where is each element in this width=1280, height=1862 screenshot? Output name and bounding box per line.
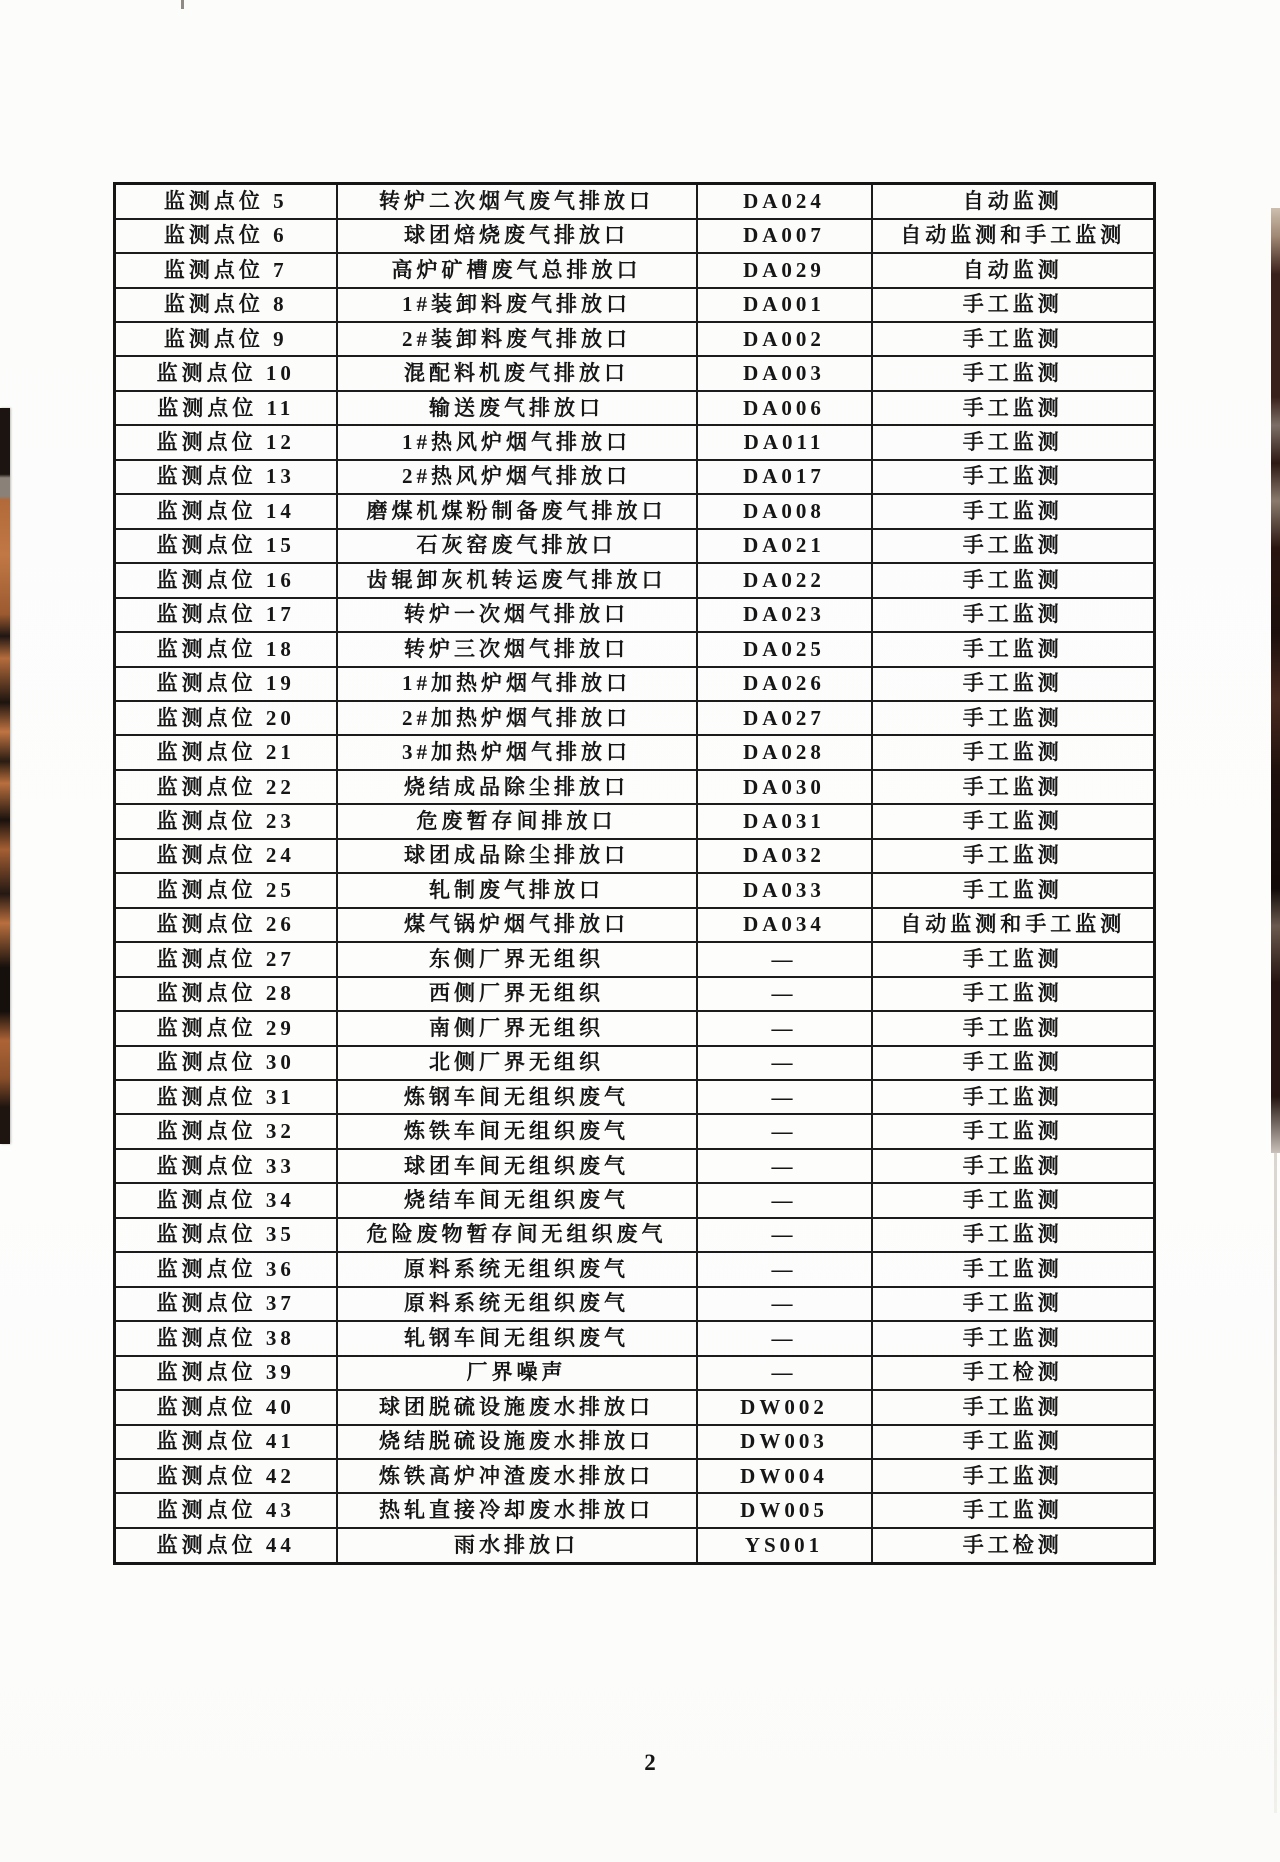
table-row xyxy=(115,839,1155,873)
monitoring-method: 手工监测 xyxy=(872,494,1155,528)
table-row xyxy=(115,494,1155,528)
outlet-name: 危险废物暂存间无组织废气 xyxy=(337,1218,697,1252)
table-row xyxy=(115,253,1155,287)
monitoring-point-label: 监测点位 40 xyxy=(115,1390,337,1424)
page-number: 2 xyxy=(644,1750,656,1775)
outlet-code: — xyxy=(697,1252,872,1286)
table-row xyxy=(115,1183,1155,1217)
outlet-name: 2#热风炉烟气排放口 xyxy=(337,460,697,494)
outlet-name: 轧制废气排放口 xyxy=(337,873,697,907)
outlet-name: 南侧厂界无组织 xyxy=(337,1011,697,1045)
outlet-code: — xyxy=(697,977,872,1011)
monitoring-point-label: 监测点位 27 xyxy=(115,942,337,976)
table-row xyxy=(115,908,1155,942)
outlet-name: 炼铁高炉冲渣废水排放口 xyxy=(337,1459,697,1493)
monitoring-method: 手工监测 xyxy=(872,873,1155,907)
monitoring-point-label: 监测点位 30 xyxy=(115,1046,337,1080)
outlet-code: DA031 xyxy=(697,804,872,838)
monitoring-method: 手工监测 xyxy=(872,1114,1155,1148)
outlet-code: DA029 xyxy=(697,253,872,287)
monitoring-method: 手工监测 xyxy=(872,804,1155,838)
table-row xyxy=(115,1459,1155,1493)
outlet-name: 西侧厂界无组织 xyxy=(337,977,697,1011)
table-row xyxy=(115,1356,1155,1390)
monitoring-point-label: 监测点位 34 xyxy=(115,1183,337,1217)
outlet-name: 轧钢车间无组织废气 xyxy=(337,1321,697,1355)
outlet-code: — xyxy=(697,1218,872,1252)
monitoring-point-label: 监测点位 39 xyxy=(115,1356,337,1390)
monitoring-point-label: 监测点位 15 xyxy=(115,529,337,563)
monitoring-method: 手工监测 xyxy=(872,529,1155,563)
table-row xyxy=(115,356,1155,390)
monitoring-method: 自动监测和手工监测 xyxy=(872,219,1155,253)
outlet-code: DA026 xyxy=(697,667,872,701)
monitoring-method: 手工监测 xyxy=(872,1252,1155,1286)
outlet-name: 石灰窑废气排放口 xyxy=(337,529,697,563)
monitoring-method: 手工监测 xyxy=(872,356,1155,390)
outlet-code: — xyxy=(697,1356,872,1390)
table-row xyxy=(115,1321,1155,1355)
table-row xyxy=(115,1114,1155,1148)
table-row xyxy=(115,1218,1155,1252)
outlet-name: 北侧厂界无组织 xyxy=(337,1046,697,1080)
monitoring-method: 手工监测 xyxy=(872,770,1155,804)
monitoring-point-label: 监测点位 14 xyxy=(115,494,337,528)
outlet-name: 烧结车间无组织废气 xyxy=(337,1183,697,1217)
outlet-name: 东侧厂界无组织 xyxy=(337,942,697,976)
monitoring-method: 手工监测 xyxy=(872,1149,1155,1183)
monitoring-method: 手工监测 xyxy=(872,1183,1155,1217)
outlet-name: 烧结成品除尘排放口 xyxy=(337,770,697,804)
monitoring-method: 手工监测 xyxy=(872,977,1155,1011)
monitoring-point-label: 监测点位 28 xyxy=(115,977,337,1011)
outlet-code: — xyxy=(697,1183,872,1217)
table-row xyxy=(115,701,1155,735)
monitoring-point-label: 监测点位 38 xyxy=(115,1321,337,1355)
table-row xyxy=(115,460,1155,494)
outlet-code: DA001 xyxy=(697,288,872,322)
monitoring-point-label: 监测点位 41 xyxy=(115,1425,337,1459)
outlet-code: DA021 xyxy=(697,529,872,563)
outlet-name: 2#加热炉烟气排放口 xyxy=(337,701,697,735)
outlet-code: — xyxy=(697,1046,872,1080)
monitoring-point-label: 监测点位 32 xyxy=(115,1114,337,1148)
outlet-code: DA023 xyxy=(697,598,872,632)
outlet-code: DA027 xyxy=(697,701,872,735)
outlet-name: 炼铁车间无组织废气 xyxy=(337,1114,697,1148)
outlet-code: DA030 xyxy=(697,770,872,804)
outlet-name: 原料系统无组织废气 xyxy=(337,1252,697,1286)
outlet-name: 混配料机废气排放口 xyxy=(337,356,697,390)
outlet-name: 3#加热炉烟气排放口 xyxy=(337,735,697,769)
monitoring-method: 手工监测 xyxy=(872,1080,1155,1114)
outlet-name: 厂界噪声 xyxy=(337,1356,697,1390)
outlet-code: — xyxy=(697,942,872,976)
outlet-name: 球团焙烧废气排放口 xyxy=(337,219,697,253)
monitoring-method: 手工监测 xyxy=(872,460,1155,494)
outlet-code: DA011 xyxy=(697,425,872,459)
table-row xyxy=(115,1493,1155,1527)
table-row xyxy=(115,425,1155,459)
table-row xyxy=(115,1252,1155,1286)
outlet-code: DA025 xyxy=(697,632,872,666)
monitoring-method: 手工监测 xyxy=(872,1493,1155,1527)
outlet-code: DA033 xyxy=(697,873,872,907)
outlet-code: — xyxy=(697,1080,872,1114)
outlet-name: 原料系统无组织废气 xyxy=(337,1287,697,1321)
outlet-code: DW002 xyxy=(697,1390,872,1424)
monitoring-method: 手工监测 xyxy=(872,632,1155,666)
table-row xyxy=(115,873,1155,907)
outlet-name: 齿辊卸灰机转运废气排放口 xyxy=(337,563,697,597)
table-row xyxy=(115,1390,1155,1424)
table-row xyxy=(115,184,1155,219)
outlet-name: 1#加热炉烟气排放口 xyxy=(337,667,697,701)
monitoring-method: 手工监测 xyxy=(872,1218,1155,1252)
monitoring-method: 手工监测 xyxy=(872,598,1155,632)
table-row xyxy=(115,770,1155,804)
monitoring-point-label: 监测点位 21 xyxy=(115,735,337,769)
monitoring-method: 手工监测 xyxy=(872,942,1155,976)
outlet-code: — xyxy=(697,1287,872,1321)
monitoring-method: 自动监测 xyxy=(872,253,1155,287)
monitoring-point-label: 监测点位 13 xyxy=(115,460,337,494)
outlet-name: 转炉一次烟气排放口 xyxy=(337,598,697,632)
outlet-code: DA034 xyxy=(697,908,872,942)
table-row xyxy=(115,667,1155,701)
table-row xyxy=(115,391,1155,425)
outlet-name: 热轧直接冷却废水排放口 xyxy=(337,1493,697,1527)
outlet-name: 球团脱硫设施废水排放口 xyxy=(337,1390,697,1424)
monitoring-point-label: 监测点位 11 xyxy=(115,391,337,425)
outlet-code: — xyxy=(697,1149,872,1183)
outlet-code: — xyxy=(697,1114,872,1148)
outlet-code: DA032 xyxy=(697,839,872,873)
monitoring-point-label: 监测点位 17 xyxy=(115,598,337,632)
monitoring-point-label: 监测点位 6 xyxy=(115,219,337,253)
monitoring-method: 手工监测 xyxy=(872,563,1155,597)
outlet-code: DA006 xyxy=(697,391,872,425)
monitoring-point-label: 监测点位 35 xyxy=(115,1218,337,1252)
left-scan-artifact xyxy=(0,408,10,1144)
monitoring-method: 手工监测 xyxy=(872,839,1155,873)
outlet-name: 输送废气排放口 xyxy=(337,391,697,425)
outlet-name: 1#装卸料废气排放口 xyxy=(337,288,697,322)
table-row xyxy=(115,1528,1155,1564)
outlet-code: DW004 xyxy=(697,1459,872,1493)
monitoring-point-label: 监测点位 42 xyxy=(115,1459,337,1493)
outlet-code: YS001 xyxy=(697,1528,872,1564)
table-row xyxy=(115,598,1155,632)
table-row xyxy=(115,1080,1155,1114)
monitoring-points-table xyxy=(113,182,1156,1565)
monitoring-method: 自动监测 xyxy=(872,184,1155,219)
outlet-name: 烧结脱硫设施废水排放口 xyxy=(337,1425,697,1459)
monitoring-method: 手工监测 xyxy=(872,1459,1155,1493)
right-scan-edge-line xyxy=(1274,1153,1277,1813)
outlet-code: DA024 xyxy=(697,184,872,219)
outlet-name: 球团成品除尘排放口 xyxy=(337,839,697,873)
monitoring-method: 手工监测 xyxy=(872,667,1155,701)
monitoring-method: 手工监测 xyxy=(872,701,1155,735)
table-row xyxy=(115,1425,1155,1459)
outlet-name: 炼钢车间无组织废气 xyxy=(337,1080,697,1114)
monitoring-point-label: 监测点位 12 xyxy=(115,425,337,459)
right-scan-artifact xyxy=(1271,208,1280,1153)
outlet-name: 转炉三次烟气排放口 xyxy=(337,632,697,666)
outlet-name: 1#热风炉烟气排放口 xyxy=(337,425,697,459)
monitoring-point-label: 监测点位 9 xyxy=(115,322,337,356)
monitoring-method: 手工检测 xyxy=(872,1356,1155,1390)
table-row xyxy=(115,632,1155,666)
table-row xyxy=(115,942,1155,976)
outlet-code: DW003 xyxy=(697,1425,872,1459)
outlet-code: DA002 xyxy=(697,322,872,356)
monitoring-point-label: 监测点位 5 xyxy=(115,184,337,219)
monitoring-point-label: 监测点位 16 xyxy=(115,563,337,597)
outlet-code: DW005 xyxy=(697,1493,872,1527)
table-row xyxy=(115,1011,1155,1045)
outlet-code: DA028 xyxy=(697,735,872,769)
monitoring-method: 手工监测 xyxy=(872,1321,1155,1355)
outlet-code: DA017 xyxy=(697,460,872,494)
monitoring-point-label: 监测点位 8 xyxy=(115,288,337,322)
table-row xyxy=(115,735,1155,769)
table-row xyxy=(115,977,1155,1011)
monitoring-point-label: 监测点位 10 xyxy=(115,356,337,390)
monitoring-point-label: 监测点位 25 xyxy=(115,873,337,907)
monitoring-method: 手工监测 xyxy=(872,1287,1155,1321)
monitoring-method: 自动监测和手工监测 xyxy=(872,908,1155,942)
table-row xyxy=(115,529,1155,563)
monitoring-point-label: 监测点位 22 xyxy=(115,770,337,804)
table-row xyxy=(115,1149,1155,1183)
table-row xyxy=(115,288,1155,322)
monitoring-method: 手工监测 xyxy=(872,391,1155,425)
outlet-code: DA008 xyxy=(697,494,872,528)
monitoring-point-label: 监测点位 18 xyxy=(115,632,337,666)
outlet-name: 转炉二次烟气废气排放口 xyxy=(337,184,697,219)
monitoring-point-label: 监测点位 43 xyxy=(115,1493,337,1527)
outlet-name: 高炉矿槽废气总排放口 xyxy=(337,253,697,287)
monitoring-point-label: 监测点位 19 xyxy=(115,667,337,701)
monitoring-point-label: 监测点位 33 xyxy=(115,1149,337,1183)
monitoring-method: 手工监测 xyxy=(872,1390,1155,1424)
outlet-code: DA003 xyxy=(697,356,872,390)
monitoring-method: 手工监测 xyxy=(872,288,1155,322)
monitoring-point-label: 监测点位 20 xyxy=(115,701,337,735)
table-row xyxy=(115,219,1155,253)
monitoring-method: 手工监测 xyxy=(872,322,1155,356)
monitoring-method: 手工监测 xyxy=(872,1425,1155,1459)
table-row xyxy=(115,804,1155,838)
outlet-code: — xyxy=(697,1011,872,1045)
monitoring-point-label: 监测点位 29 xyxy=(115,1011,337,1045)
table-row xyxy=(115,1046,1155,1080)
outlet-name: 危废暂存间排放口 xyxy=(337,804,697,838)
monitoring-point-label: 监测点位 24 xyxy=(115,839,337,873)
outlet-name: 雨水排放口 xyxy=(337,1528,697,1564)
monitoring-method: 手工监测 xyxy=(872,425,1155,459)
outlet-name: 磨煤机煤粉制备废气排放口 xyxy=(337,494,697,528)
monitoring-point-label: 监测点位 31 xyxy=(115,1080,337,1114)
monitoring-point-label: 监测点位 44 xyxy=(115,1528,337,1564)
monitoring-point-label: 监测点位 36 xyxy=(115,1252,337,1286)
table-row xyxy=(115,322,1155,356)
table-row xyxy=(115,563,1155,597)
outlet-name: 球团车间无组织废气 xyxy=(337,1149,697,1183)
monitoring-point-label: 监测点位 23 xyxy=(115,804,337,838)
monitoring-method: 手工监测 xyxy=(872,1011,1155,1045)
monitoring-point-label: 监测点位 37 xyxy=(115,1287,337,1321)
outlet-name: 煤气锅炉烟气排放口 xyxy=(337,908,697,942)
monitoring-method: 手工监测 xyxy=(872,1046,1155,1080)
table-row xyxy=(115,1287,1155,1321)
monitoring-point-label: 监测点位 26 xyxy=(115,908,337,942)
outlet-code: — xyxy=(697,1321,872,1355)
monitoring-method: 手工监测 xyxy=(872,735,1155,769)
monitoring-method: 手工检测 xyxy=(872,1528,1155,1564)
outlet-code: DA007 xyxy=(697,219,872,253)
monitoring-point-label: 监测点位 7 xyxy=(115,253,337,287)
scan-speck xyxy=(181,0,184,9)
outlet-name: 2#装卸料废气排放口 xyxy=(337,322,697,356)
outlet-code: DA022 xyxy=(697,563,872,597)
